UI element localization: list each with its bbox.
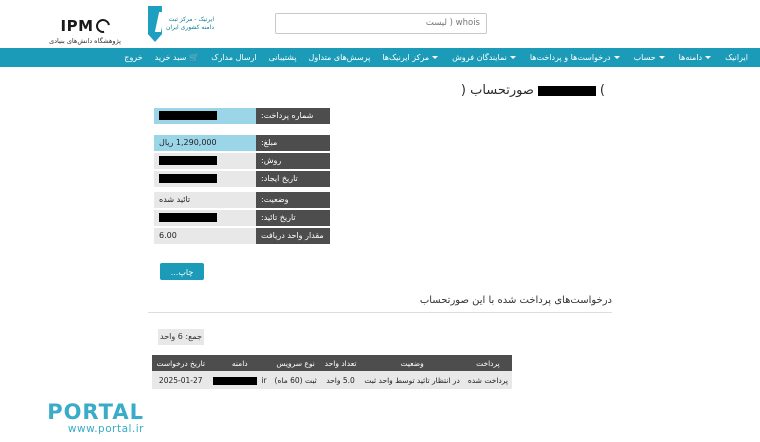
ipm-logo-text: IPM <box>60 17 94 35</box>
invoice-label-method: روش: <box>256 153 330 169</box>
invoice-label-created: تاریخ ایجاد: <box>256 171 330 187</box>
invoice-label-payment-number: شماره پرداخت: <box>256 108 330 124</box>
invoice-row-status <box>154 192 330 208</box>
site-header <box>0 0 760 48</box>
invoice-row-confirm-date <box>154 210 330 226</box>
search-input[interactable] <box>275 13 487 34</box>
chevron-down-icon <box>614 56 620 59</box>
invoice-label-confirm-date: تاریخ تائید: <box>256 210 330 226</box>
ipm-logo-mark <box>30 18 140 34</box>
invoice-details-group-3 <box>154 192 330 256</box>
table-header-status: وضعیت <box>360 355 463 371</box>
ipm-logo-subtitle: پژوهشگاه دانش‌های بنیادی <box>49 37 121 45</box>
requests-table <box>152 355 512 389</box>
page-content <box>0 67 760 435</box>
cart-icon: 🛒 <box>189 53 200 62</box>
cell-service: ثبت (60 ماه) <box>271 371 321 389</box>
nav-item-5[interactable] <box>376 48 446 67</box>
nav-label-6: پرسش‌های متداول <box>308 53 371 62</box>
chevron-down-icon <box>432 56 438 59</box>
redacted-invoice-id <box>538 86 596 96</box>
page-title <box>461 83 605 98</box>
nav-label-3: درخواست‌ها و پرداخت‌ها <box>529 53 611 62</box>
nic-brand-line2: دامنه کشوری ایران <box>165 24 214 31</box>
cell-payment: پرداخت شده <box>464 371 512 389</box>
print-button[interactable]: چاپ... <box>160 263 204 280</box>
nav-item-2[interactable] <box>628 48 673 67</box>
cell-date: 2025-01-27 <box>152 371 209 389</box>
cell-units: 5.0 واحد <box>321 371 361 389</box>
nav-item-8[interactable] <box>205 48 262 67</box>
invoice-row-amount <box>154 135 330 151</box>
invoice-row-payment-number <box>154 108 330 124</box>
invoice-row-created <box>154 171 330 187</box>
nic-shield-icon <box>148 6 162 42</box>
nav-item-6[interactable] <box>303 48 377 67</box>
section-heading: درخواست‌های پرداخت شده با این صورتحساب <box>419 295 612 306</box>
ipm-logo[interactable] <box>30 18 140 46</box>
redacted-value <box>159 174 217 183</box>
table-header-units: تعداد واحد <box>321 355 361 371</box>
table-header-service: نوع سرویس <box>271 355 321 371</box>
invoice-label-status: وضعیت: <box>256 192 330 208</box>
nic-brand[interactable] <box>148 4 214 44</box>
chevron-down-icon <box>705 56 711 59</box>
invoice-value-confirm-date <box>154 210 256 226</box>
swirl-icon <box>93 16 112 35</box>
redacted-value <box>159 213 217 222</box>
nav-item-1[interactable] <box>673 48 719 67</box>
nav-item-4[interactable] <box>446 48 524 67</box>
nic-brand-text <box>166 16 214 32</box>
nic-brand-line1: ایرنیک - مرکز ثبت <box>168 16 214 23</box>
redacted-value <box>159 156 217 165</box>
invoice-value-units-received: 6.00 <box>154 228 256 244</box>
page-title-suffix: ) <box>599 83 605 98</box>
invoice-label-amount: مبلغ: <box>256 135 330 151</box>
search-box[interactable] <box>275 10 487 31</box>
table-header-domain: دامنه <box>209 355 271 371</box>
invoice-value-method <box>154 153 256 169</box>
invoice-details-group-2 <box>154 135 330 189</box>
nav-item-7[interactable] <box>263 48 303 67</box>
nav-label-7: پشتیبانی <box>268 53 297 62</box>
redacted-value <box>159 111 217 120</box>
watermark <box>0 397 150 442</box>
nav-item-0[interactable] <box>719 48 754 67</box>
main-navigation <box>0 48 760 67</box>
redacted-domain <box>213 377 257 385</box>
table-header-date: تاریخ درخواست <box>152 355 209 371</box>
nav-label-2: حساب <box>633 53 656 62</box>
total-units-badge: جمع: 6 واحد <box>158 329 204 345</box>
nav-label-9: سبد خرید <box>154 53 187 62</box>
watermark-url: www.portal.ir <box>67 423 144 435</box>
nav-label-10: خروج <box>124 53 143 62</box>
invoice-details-group-1 <box>154 108 330 126</box>
invoice-value-amount: 1,290,000 ریال <box>154 135 256 151</box>
invoice-value-created <box>154 171 256 187</box>
page-title-prefix: صورتحساب ( <box>460 83 534 98</box>
invoice-row-method <box>154 153 330 169</box>
nav-label-1: دامنه‌ها <box>678 53 703 62</box>
nav-item-cart[interactable] <box>149 48 206 67</box>
nav-label-4: نمایندگان فروش <box>452 53 507 62</box>
table-row <box>152 371 512 389</box>
table-header-payment: پرداخت <box>464 355 512 371</box>
cell-status: در انتظار تائید توسط واحد ثبت <box>360 371 463 389</box>
cell-domain-suffix: ir <box>261 375 267 385</box>
nav-label-5: مرکز ایرنیک‌ها <box>382 53 430 62</box>
nav-label-8: ارسال مدارک <box>211 53 257 62</box>
invoice-row-units-received <box>154 228 330 256</box>
watermark-title: PORTAL <box>47 400 144 424</box>
invoice-label-units-received: مقدار واحد دریافت شده: <box>256 228 330 244</box>
invoice-value-payment-number <box>154 108 256 124</box>
cell-domain[interactable] <box>209 371 271 389</box>
nav-item-logout[interactable] <box>118 48 148 67</box>
nav-item-3[interactable] <box>524 48 628 67</box>
table-header-row <box>152 355 512 371</box>
chevron-down-icon <box>659 56 665 59</box>
invoice-value-status: تائید شده <box>154 192 256 208</box>
section-divider <box>148 312 612 313</box>
chevron-down-icon <box>510 56 516 59</box>
nav-label-0: ایرانیک <box>725 53 748 62</box>
